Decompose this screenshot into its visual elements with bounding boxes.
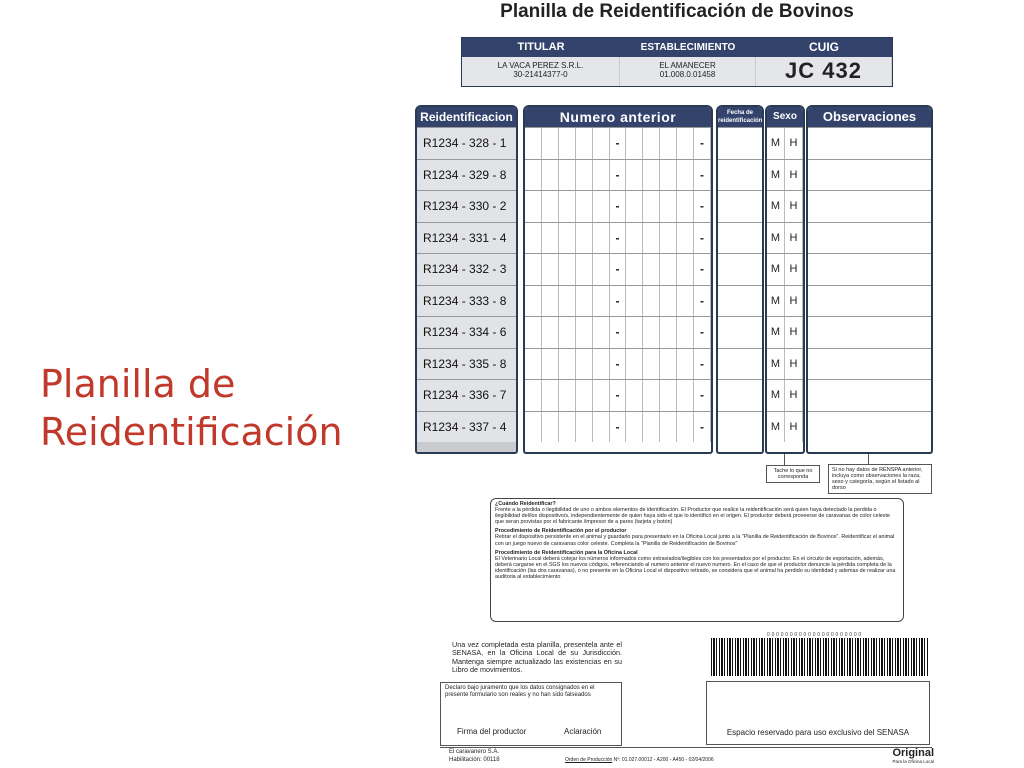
digit-cell [643,254,660,285]
digit-cell [643,286,660,317]
observaciones-cell [808,316,931,348]
original-title: Original [892,747,934,759]
sexo-row [767,159,803,191]
digit-cell [542,223,559,254]
digit-cell [593,160,610,191]
digit-cell [626,223,643,254]
digit-cell [576,286,593,317]
digit-cell [660,128,677,159]
reidentificacion-cell: R1234 - 331 - 4 [417,222,516,254]
firma-label: Firma del productor [457,727,527,736]
aclaracion-label: Aclaración [564,727,602,736]
digit-cell: - [694,191,711,222]
digit-cell [593,286,610,317]
observaciones-cell [808,348,931,380]
digit-cell [660,223,677,254]
observaciones-cell [808,379,931,411]
reidentificacion-cell: R1234 - 334 - 6 [417,316,516,348]
digit-cell [593,412,610,443]
establecimiento-code: 01.008.0.01458 [659,70,716,79]
sexo-row [767,190,803,222]
digit-cell [576,223,593,254]
digit-cell [525,128,542,159]
sexo-column [765,105,805,454]
digit-cell [677,412,694,443]
digit-cell [559,349,576,380]
digit-cell [626,254,643,285]
digit-cell [559,160,576,191]
digit-cell [677,128,694,159]
digit-cell: - [694,128,711,159]
digit-cell [626,286,643,317]
document-title: Planilla de Reidentificación de Bovinos [500,1,854,22]
digit-cell [660,317,677,348]
digit-cell [660,286,677,317]
digit-cell [626,380,643,411]
digit-cell [660,160,677,191]
observaciones-cell [808,127,931,159]
digit-cell [677,317,694,348]
sexo-h: H [785,317,803,348]
titular-cuit: 30-21414377-0 [513,70,568,79]
digit-cell [525,286,542,317]
digit-cell [593,191,610,222]
observaciones-cell [808,190,931,222]
digit-cell: - [610,160,627,191]
sexo-row [767,316,803,348]
digit-cell [576,317,593,348]
digit-cell [626,128,643,159]
digit-cell [643,223,660,254]
fecha-cell [718,190,762,222]
barcode-number: 0 0 0 0 0 0 0 0 0 0 0 0 0 0 0 0 0 0 0 0 0 [767,632,862,638]
digit-cell: - [610,317,627,348]
digit-cell [626,412,643,443]
sexo-h: H [785,254,803,285]
digit-cell [525,349,542,380]
digit-cell [660,191,677,222]
slide-title: Planilla de Reidentificación [40,362,343,454]
digit-cell [542,128,559,159]
establecimiento-header: ESTABLECIMIENTO [620,38,756,57]
digit-cell [559,380,576,411]
reidentificacion-cell: R1234 - 332 - 3 [417,253,516,285]
fecha-cell [718,285,762,317]
digit-cell: - [610,412,627,443]
reidentificacion-cell: R1234 - 329 - 8 [417,159,516,191]
sexo-h: H [785,191,803,222]
digit-cell [593,380,610,411]
digit-cell [542,286,559,317]
digit-cell [660,254,677,285]
digit-cell [643,160,660,191]
digit-cell [626,349,643,380]
numero-anterior-row [525,127,711,159]
sexo-h: H [785,160,803,191]
numero-anterior-row [525,348,711,380]
digit-cell [576,349,593,380]
sexo-m: M [767,380,785,411]
digit-cell [660,412,677,443]
instructions-productor-text: Retirar el dispositivo persistente en el animal y guardarlo para presentarlo en la Oficina Local junto a la "Planilla de Reidentificación de Bovinos". Reidentificar el animal con un juego nuevo de caravanas color celeste. Completa la "Planilla de Reidentificación de Bovinos" [495,534,895,547]
digit-cell [660,349,677,380]
digit-cell [576,254,593,285]
digit-cell [643,349,660,380]
digit-cell: - [694,412,711,443]
fecha-header: Fecha de reidentificación [718,107,762,127]
digit-cell: - [610,223,627,254]
complete-instructions: Una vez completada esta planilla, presentela ante el SENASA, en la Oficina Local de su Jurisdicción. Mantenga siempre actualizado las existencias en su Libro de movimientos. [452,640,622,675]
sexo-m: M [767,128,785,159]
sexo-h: H [785,223,803,254]
digit-cell [559,223,576,254]
digit-cell [576,412,593,443]
digit-cell: - [694,317,711,348]
instructions-when-text: Frente a la pérdida o ilegibilidad de uno o ambos elementos de identificación. El Productor que realice la reidentificación será quien haya detectado la perdida o ilegibilidad del/los dispositivo/s, independientemente de quien haya sido el que lo identificó en el origen. El productor deberá proveerse de caravanas de color celeste que seran provistas por el fabricante /impresor de a pares (tarjeta y botón) [495,507,890,526]
digit-cell: - [610,380,627,411]
numero-anterior-row [525,222,711,254]
digit-cell [593,254,610,285]
reidentificacion-header: Reidentificacion [417,107,516,127]
titular-header: TITULAR [462,38,620,57]
sexo-m: M [767,286,785,317]
numero-anterior-header: Numero anterior [525,107,711,127]
digit-cell [559,412,576,443]
digit-cell [542,317,559,348]
instructions-oficina-title: Procedimiento de Reidentificación para la Oficina Local [495,549,638,556]
sexo-row [767,348,803,380]
instructions-box [490,498,904,622]
numero-anterior-row [525,190,711,222]
digit-cell: - [694,160,711,191]
digit-cell [559,254,576,285]
observaciones-cell [808,411,931,443]
digit-cell [677,286,694,317]
digit-cell [542,254,559,285]
observaciones-column [806,105,933,454]
digit-cell [525,380,542,411]
observaciones-header: Observaciones [808,107,931,127]
digit-cell [677,254,694,285]
digit-cell [677,349,694,380]
senasa-box: Espacio reservado para uso exclusivo del SENASA [706,681,930,745]
digit-cell [525,160,542,191]
note-connector [868,454,869,464]
digit-cell: - [694,223,711,254]
renspa-note: Si no hay datos de RENSPA anterior, incluya como observaciones la raza, sexo y categoría, según el listado al dorso [828,464,932,494]
digit-cell [660,380,677,411]
digit-cell: - [610,349,627,380]
titular-name: LA VACA PEREZ S.R.L. [497,61,584,70]
instructions-productor-title: Procedimiento de Reidentificación por el productor [495,528,627,535]
digit-cell [643,191,660,222]
digit-cell [677,191,694,222]
barcode [711,638,929,676]
sexo-h: H [785,380,803,411]
digit-cell [542,412,559,443]
reidentificacion-column [415,105,518,454]
digit-cell [593,223,610,254]
numero-anterior-row [525,379,711,411]
fecha-cell [718,127,762,159]
digit-cell [559,286,576,317]
sexo-m: M [767,254,785,285]
digit-cell [525,254,542,285]
observaciones-cell [808,253,931,285]
digit-cell [542,160,559,191]
sexo-m: M [767,160,785,191]
sexo-h: H [785,349,803,380]
digit-cell [593,128,610,159]
digit-cell: - [610,128,627,159]
digit-cell [593,349,610,380]
digit-cell [643,317,660,348]
digit-cell [525,191,542,222]
reidentificacion-cell: R1234 - 328 - 1 [417,127,516,159]
titular-value [462,57,620,86]
fecha-cell [718,222,762,254]
cuig-value: JC 432 [756,57,892,86]
footer-company [449,749,500,764]
sexo-row [767,411,803,443]
digit-cell [525,223,542,254]
footer-orden-value: Nº: 01.027.00012 - A200 - A450 - 02/04/2006 [613,757,714,763]
sexo-row [767,222,803,254]
digit-cell [677,160,694,191]
fecha-cell [718,316,762,348]
digit-cell [559,191,576,222]
sexo-m: M [767,223,785,254]
numero-anterior-row [525,285,711,317]
digit-cell: - [694,380,711,411]
sexo-m: M [767,317,785,348]
digit-cell [643,128,660,159]
digit-cell [542,191,559,222]
establecimiento-name: EL AMANECER [659,61,716,70]
digit-cell [593,317,610,348]
footer-company-name: El caravanero S.A. [449,749,500,755]
sexo-h: H [785,412,803,443]
digit-cell [542,380,559,411]
footer-divider [440,747,932,748]
sexo-row [767,253,803,285]
digit-cell [643,380,660,411]
digit-cell: - [694,254,711,285]
sexo-m: M [767,412,785,443]
sexo-m: M [767,349,785,380]
footer-orden-label: Orden de Producción [565,757,613,763]
reidentificacion-cell: R1234 - 333 - 8 [417,285,516,317]
digit-cell [525,412,542,443]
reidentificacion-cell: R1234 - 330 - 2 [417,190,516,222]
digit-cell: - [610,286,627,317]
digit-cell: - [610,191,627,222]
fecha-cell [718,253,762,285]
footer-orden [565,757,714,763]
digit-cell [559,317,576,348]
observaciones-cell [808,285,931,317]
establecimiento-value [620,57,756,86]
digit-cell: - [694,349,711,380]
fecha-cell [718,348,762,380]
digit-cell [576,191,593,222]
digit-cell [576,160,593,191]
sexo-header: Sexo [767,107,803,127]
digit-cell [626,191,643,222]
fecha-cell [718,411,762,443]
digit-cell [677,380,694,411]
observaciones-cell [808,222,931,254]
numero-anterior-row [525,316,711,348]
numero-anterior-row [525,411,711,443]
footer-habilitacion: Habilitación: 00118 [449,756,500,763]
digit-cell [626,317,643,348]
tache-note: Tache lo que no corresponda [766,465,820,483]
sexo-h: H [785,128,803,159]
numero-anterior-row [525,159,711,191]
cuig-header: CUIG [756,38,892,57]
instructions-oficina-text: El Veterinario Local deberá cotejar los números informados como extraviados/ilegibles con los presentados por el productor. En el circuito de exportación, además, deberá cargarse en el SGS los nuevos códigos, referenciando al numero anterior el nuevo numero. En el caso de que el productor denuncie la pérdida completa de la identificación (las dos caravanas), o no presente en la Oficina Local el dispositivo retirado, se considera que el animal ha perdido su identidad y ademas de realizar una auditoria al establecimiento [495,555,896,581]
note-connector [784,454,785,465]
sexo-row [767,127,803,159]
digit-cell [643,412,660,443]
sexo-row [767,379,803,411]
observaciones-cell [808,159,931,191]
digit-cell: - [694,286,711,317]
fecha-column [716,105,764,454]
digit-cell [525,317,542,348]
header-table [461,37,893,87]
fecha-cell [718,159,762,191]
instructions-when-title: ¿Cuándo Reidentificar? [495,501,556,507]
original-label [878,747,934,764]
digit-cell [576,380,593,411]
numero-anterior-row [525,253,711,285]
sexo-row [767,285,803,317]
reidentificacion-cell: R1234 - 336 - 7 [417,379,516,411]
sexo-h: H [785,286,803,317]
digit-cell: - [610,254,627,285]
declaration-box: Declaro bajo juramento que los datos consignados en el presente formulario son reales y no han sido falseados [440,682,622,746]
numero-anterior-column [523,105,713,454]
digit-cell [626,160,643,191]
original-subtitle: Para la Oficina Local [892,759,934,764]
digit-cell [559,128,576,159]
reidentificacion-cell: R1234 - 337 - 4 [417,411,516,443]
reidentificacion-cell: R1234 - 335 - 8 [417,348,516,380]
fecha-cell [718,379,762,411]
sexo-m: M [767,191,785,222]
digit-cell [677,223,694,254]
digit-cell [576,128,593,159]
digit-cell [542,349,559,380]
